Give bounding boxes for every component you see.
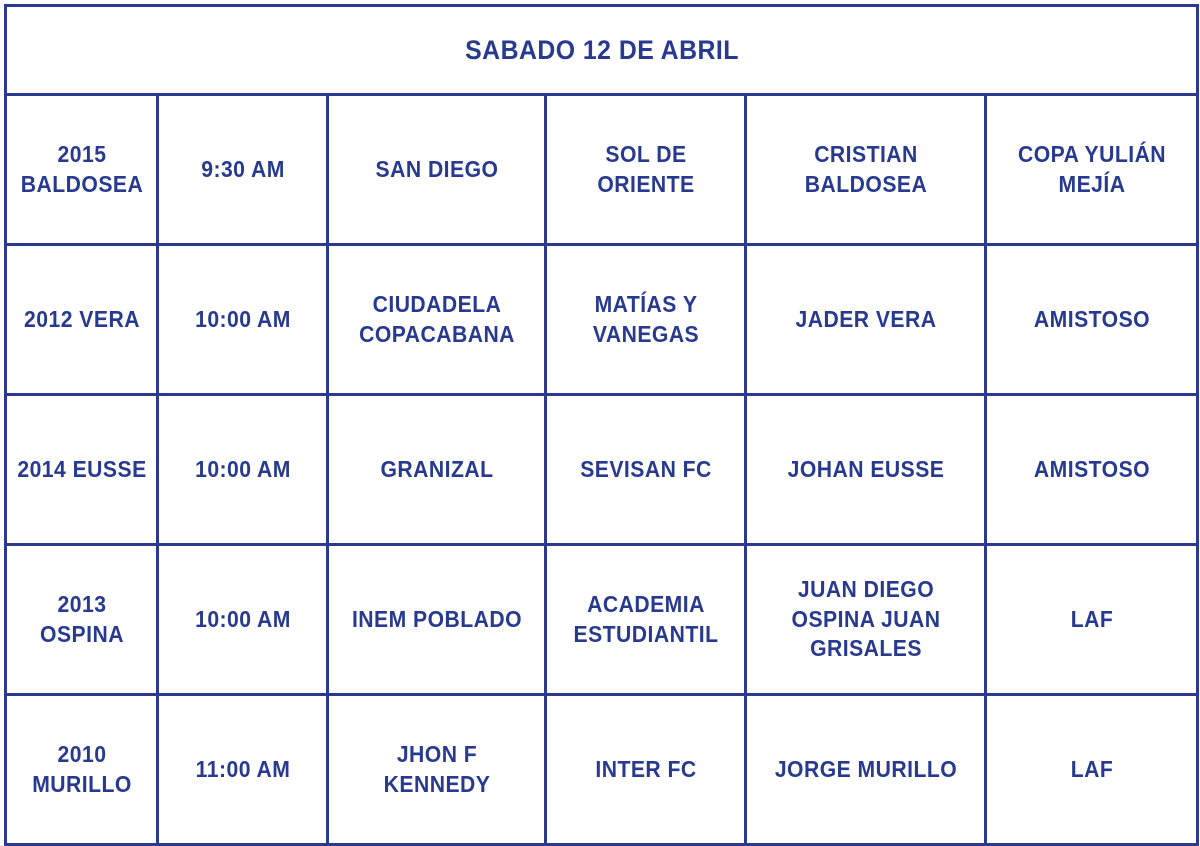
row-team: 2012 VERA xyxy=(12,245,152,395)
row-time: 11:00 AM xyxy=(164,695,320,845)
row-team: 2014 EUSSE xyxy=(12,395,152,545)
row-team: 2010 MURILLO xyxy=(12,695,152,845)
row-tournament: LAF xyxy=(994,695,1189,845)
row-away-team: ACADEMIA ESTUDIANTIL xyxy=(554,545,738,695)
row-team: 2015 BALDOSEA xyxy=(12,95,152,245)
row-coach: JOHAN EUSSE xyxy=(755,395,976,545)
table-row xyxy=(6,695,1198,845)
row-home-team: JHON F KENNEDY xyxy=(336,695,537,845)
row-home-team: SAN DIEGO xyxy=(336,95,537,245)
row-tournament: AMISTOSO xyxy=(994,245,1189,395)
schedule-table xyxy=(4,4,1199,846)
row-time: 10:00 AM xyxy=(164,245,320,395)
row-away-team: SOL DE ORIENTE xyxy=(554,95,738,245)
table-row xyxy=(6,245,1198,395)
row-coach: JADER VERA xyxy=(755,245,976,395)
row-away-team: SEVISAN FC xyxy=(554,395,738,545)
row-tournament: LAF xyxy=(994,545,1189,695)
row-home-team: GRANIZAL xyxy=(336,395,537,545)
row-coach: JORGE MURILLO xyxy=(755,695,976,845)
row-coach: CRISTIAN BALDOSEA xyxy=(755,95,976,245)
row-team: 2013 OSPINA xyxy=(12,545,152,695)
table-header-row xyxy=(6,6,1198,95)
row-home-team: INEM POBLADO xyxy=(336,545,537,695)
row-tournament: COPA YULIÁN MEJÍA xyxy=(994,95,1189,245)
row-home-team: CIUDADELA COPACABANA xyxy=(336,245,537,395)
row-coach: JUAN DIEGO OSPINA JUAN GRISALES xyxy=(755,545,976,695)
table-row xyxy=(6,95,1198,245)
row-time: 10:00 AM xyxy=(164,395,320,545)
row-tournament: AMISTOSO xyxy=(994,395,1189,545)
table-row xyxy=(6,545,1198,695)
page-title: SABADO 12 DE ABRIL xyxy=(53,6,1150,95)
table-row xyxy=(6,395,1198,545)
row-time: 10:00 AM xyxy=(164,545,320,695)
row-away-team: MATÍAS Y VANEGAS xyxy=(554,245,738,395)
row-time: 9:30 AM xyxy=(164,95,320,245)
row-away-team: INTER FC xyxy=(554,695,738,845)
